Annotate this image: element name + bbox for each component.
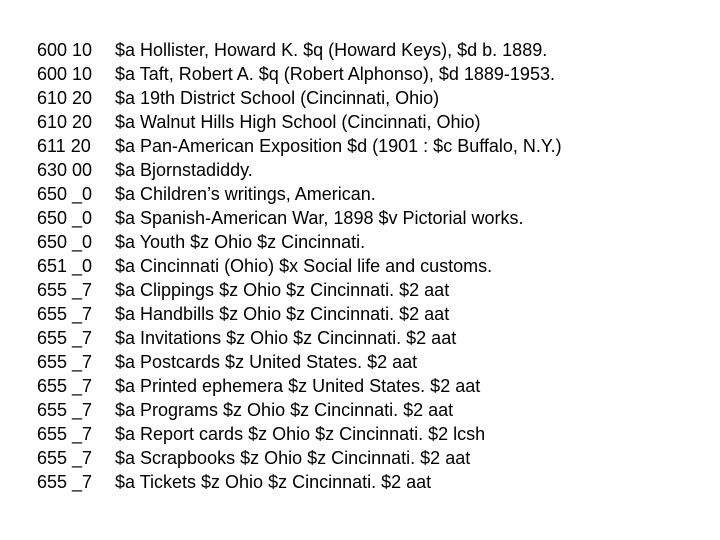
field-content: $a Report cards $z Ohio $z Cincinnati. $2 lcsh: [115, 424, 486, 444]
record-row: [37, 326, 562, 350]
field-content: $a Pan-American Exposition $d (1901 : $c Buffalo, N.Y.): [115, 136, 562, 156]
record-row: [37, 86, 562, 110]
field-content: $a Programs $z Ohio $z Cincinnati. $2 aat: [115, 400, 454, 420]
field-tag: 655 _7: [37, 424, 93, 444]
record-row: [37, 254, 562, 278]
field-tag: 650 _0: [37, 208, 93, 228]
field-content: $a Printed ephemera $z United States. $2 aat: [115, 376, 481, 396]
field-tag: 655 _7: [37, 472, 93, 492]
record-row: [37, 158, 562, 182]
field-tag: 611 20: [37, 136, 91, 156]
field-content: $a 19th District School (Cincinnati, Ohio): [115, 88, 440, 108]
record-row: [37, 134, 562, 158]
field-content: $a Walnut Hills High School (Cincinnati, Ohio): [115, 112, 481, 132]
marc-record-list: [37, 38, 562, 494]
field-tag: 610 20: [37, 88, 93, 108]
field-tag: 600 10: [37, 64, 93, 84]
record-row: [37, 62, 562, 86]
field-content: $a Spanish-American War, 1898 $v Pictorial works.: [115, 208, 524, 228]
field-tag: 655 _7: [37, 304, 93, 324]
field-tag: 651 _0: [37, 256, 93, 276]
field-tag: 655 _7: [37, 352, 93, 372]
field-content: $a Handbills $z Ohio $z Cincinnati. $2 aat: [115, 304, 450, 324]
record-row: [37, 182, 562, 206]
field-tag: 655 _7: [37, 376, 93, 396]
field-tag: 600 10: [37, 40, 93, 60]
record-row: [37, 230, 562, 254]
field-content: $a Children’s writings, American.: [115, 184, 376, 204]
field-tag: 655 _7: [37, 400, 93, 420]
record-row: [37, 398, 562, 422]
field-tag: 650 _0: [37, 232, 93, 252]
field-content: $a Tickets $z Ohio $z Cincinnati. $2 aat: [115, 472, 432, 492]
field-content: $a Scrapbooks $z Ohio $z Cincinnati. $2 aat: [115, 448, 471, 468]
record-row: [37, 278, 562, 302]
field-tag: 610 20: [37, 112, 93, 132]
field-content: $a Cincinnati (Ohio) $x Social life and customs.: [115, 256, 493, 276]
record-row: [37, 422, 562, 446]
field-tag: 655 _7: [37, 280, 93, 300]
field-tag: 655 _7: [37, 448, 93, 468]
field-tag: 630 00: [37, 160, 93, 180]
field-content: $a Clippings $z Ohio $z Cincinnati. $2 aat: [115, 280, 450, 300]
field-content: $a Hollister, Howard K. $q (Howard Keys), $d b. 1889.: [115, 40, 548, 60]
record-row: [37, 470, 562, 494]
field-content: $a Youth $z Ohio $z Cincinnati.: [115, 232, 366, 252]
record-row: [37, 446, 562, 470]
record-row: [37, 374, 562, 398]
record-row: [37, 350, 562, 374]
record-row: [37, 302, 562, 326]
record-row: [37, 110, 562, 134]
field-content: $a Taft, Robert A. $q (Robert Alphonso), $d 1889-1953.: [115, 64, 555, 84]
record-row: [37, 38, 562, 62]
field-content: $a Bjornstadiddy.: [115, 160, 253, 180]
field-content: $a Invitations $z Ohio $z Cincinnati. $2 aat: [115, 328, 457, 348]
field-content: $a Postcards $z United States. $2 aat: [115, 352, 418, 372]
record-row: [37, 206, 562, 230]
field-tag: 655 _7: [37, 328, 93, 348]
field-tag: 650 _0: [37, 184, 93, 204]
